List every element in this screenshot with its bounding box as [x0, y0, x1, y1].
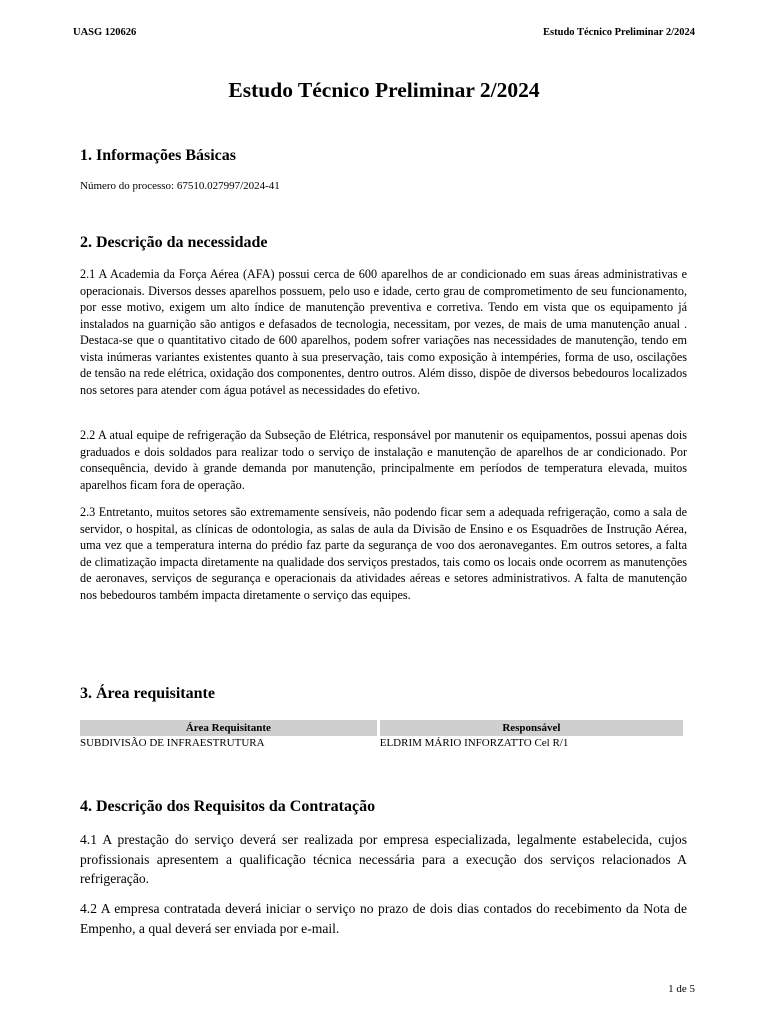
table-header-row — [80, 720, 683, 736]
page-number: 1 de 5 — [668, 983, 695, 995]
paragraph-2-1-block — [80, 266, 687, 398]
cell-area: SUBDIVISÃO DE INFRAESTRUTURA — [80, 737, 265, 749]
paragraph-4-1-block — [80, 830, 687, 889]
paragraph-4-2: 4.2 A empresa contratada deverá iniciar o serviço no prazo de dois dias contados do recebimento da Nota de Empenho, a qual deverá ser enviada por e-mail. — [80, 901, 687, 936]
section-3-heading: 3. Área requisitante — [80, 685, 215, 702]
requesting-area-table — [77, 720, 686, 749]
table-row — [80, 736, 683, 749]
section-1-heading: 1. Informações Básicas — [80, 147, 236, 164]
header-uasg: UASG 120626 — [73, 27, 137, 38]
column-header-area: Área Requisitante — [80, 720, 377, 736]
header-document-title: Estudo Técnico Preliminar 2/2024 — [543, 27, 695, 38]
page-title: Estudo Técnico Preliminar 2/2024 — [228, 78, 540, 102]
requesting-area-table-wrapper — [80, 720, 687, 749]
process-number-block — [80, 180, 687, 192]
paragraph-2-2: 2.2 A atual equipe de refrigeração da Subseção de Elétrica, responsável por manutenir os equipamentos, possui apenas dois graduados e dois soldados para realizar todo o serviço de instalação e manutenção de aparelhos de ar condicionado. Por consequência, devido à grande demanda por manutenção, principalmente em períodos de temperatura elevada, muitos aparelhos ficam fora de operação. — [80, 428, 687, 492]
section-contract-requirements — [80, 798, 687, 816]
section-requesting-area — [80, 685, 687, 703]
section-need-description — [80, 234, 687, 252]
paragraph-4-2-block — [80, 899, 687, 938]
section-4-heading: 4. Descrição dos Requisitos da Contratação — [80, 798, 376, 815]
section-basic-information — [80, 147, 687, 165]
process-number: Número do processo: 67510.027997/2024-41 — [80, 180, 280, 192]
section-2-heading: 2. Descrição da necessidade — [80, 234, 268, 251]
paragraph-4-1: 4.1 A prestação do serviço deverá ser realizada por empresa especializada, legalmente estabelecida, cujos profissionais apresentem a qualificação técnica necessária para a execução dos serviços relacionados A refrigeração. — [80, 832, 687, 886]
cell-responsible: ELDRIM MÁRIO INFORZATTO Cel R/1 — [379, 737, 569, 749]
paragraph-2-3-block — [80, 504, 687, 603]
paragraph-2-3: 2.3 Entretanto, muitos setores são extremamente sensíveis, não podendo ficar sem a adequada refrigeração, como a sala de servidor, o hospital, as clínicas de odontologia, as salas de aula da Divisão de Ensino e os Esquadrões de Instrução Aérea, uma vez que a temperatura interna do prédio faz parte da segurança de voo dos aeronavegantes. Em outros setores, a falta de climatização impacta diretamente na qualidade dos serviços prestados, tais como os locais onde ocorrem as manutenções de aeronaves, serviços de segurança e operacionais da atividades aéreas e setores administrativos. A falta de manutenção nos bebedouros também impacta diretamente o serviço das equipes. — [80, 505, 687, 602]
paragraph-2-2-block — [80, 427, 687, 493]
column-header-responsible: Responsável — [380, 720, 683, 736]
paragraph-2-1: 2.1 A Academia da Força Aérea (AFA) possui cerca de 600 aparelhos de ar condicionado em suas áreas administrativas e operacionais. Diversos desses aparelhos possuem, pelo uso e idade, certo grau de comprometimento de seu funcionamento, por esse motivo, exigem um alto índice de manutenção preventiva e corretiva. Tendo em vista que os equipamento já instalados na guarnição são antigos e defasados de tecnologia, necessitam, por vezes, de mais de uma manutenção anual . Destaca-se que o quantitativo citado de 600 aparelhos, podem sofrer variações nas necessidades de manutenção, tendo em vista inúmeras variantes existentes quanto à sua preservação, tais como exposição à intempéries, forma de uso, oscilações de tensão na rede elétrica, oxidação dos componentes, dentro outros. Além disso, dispõe de diversos bebedouros localizados nos setores para atender com água potável as necessidades do efetivo. — [80, 267, 687, 397]
